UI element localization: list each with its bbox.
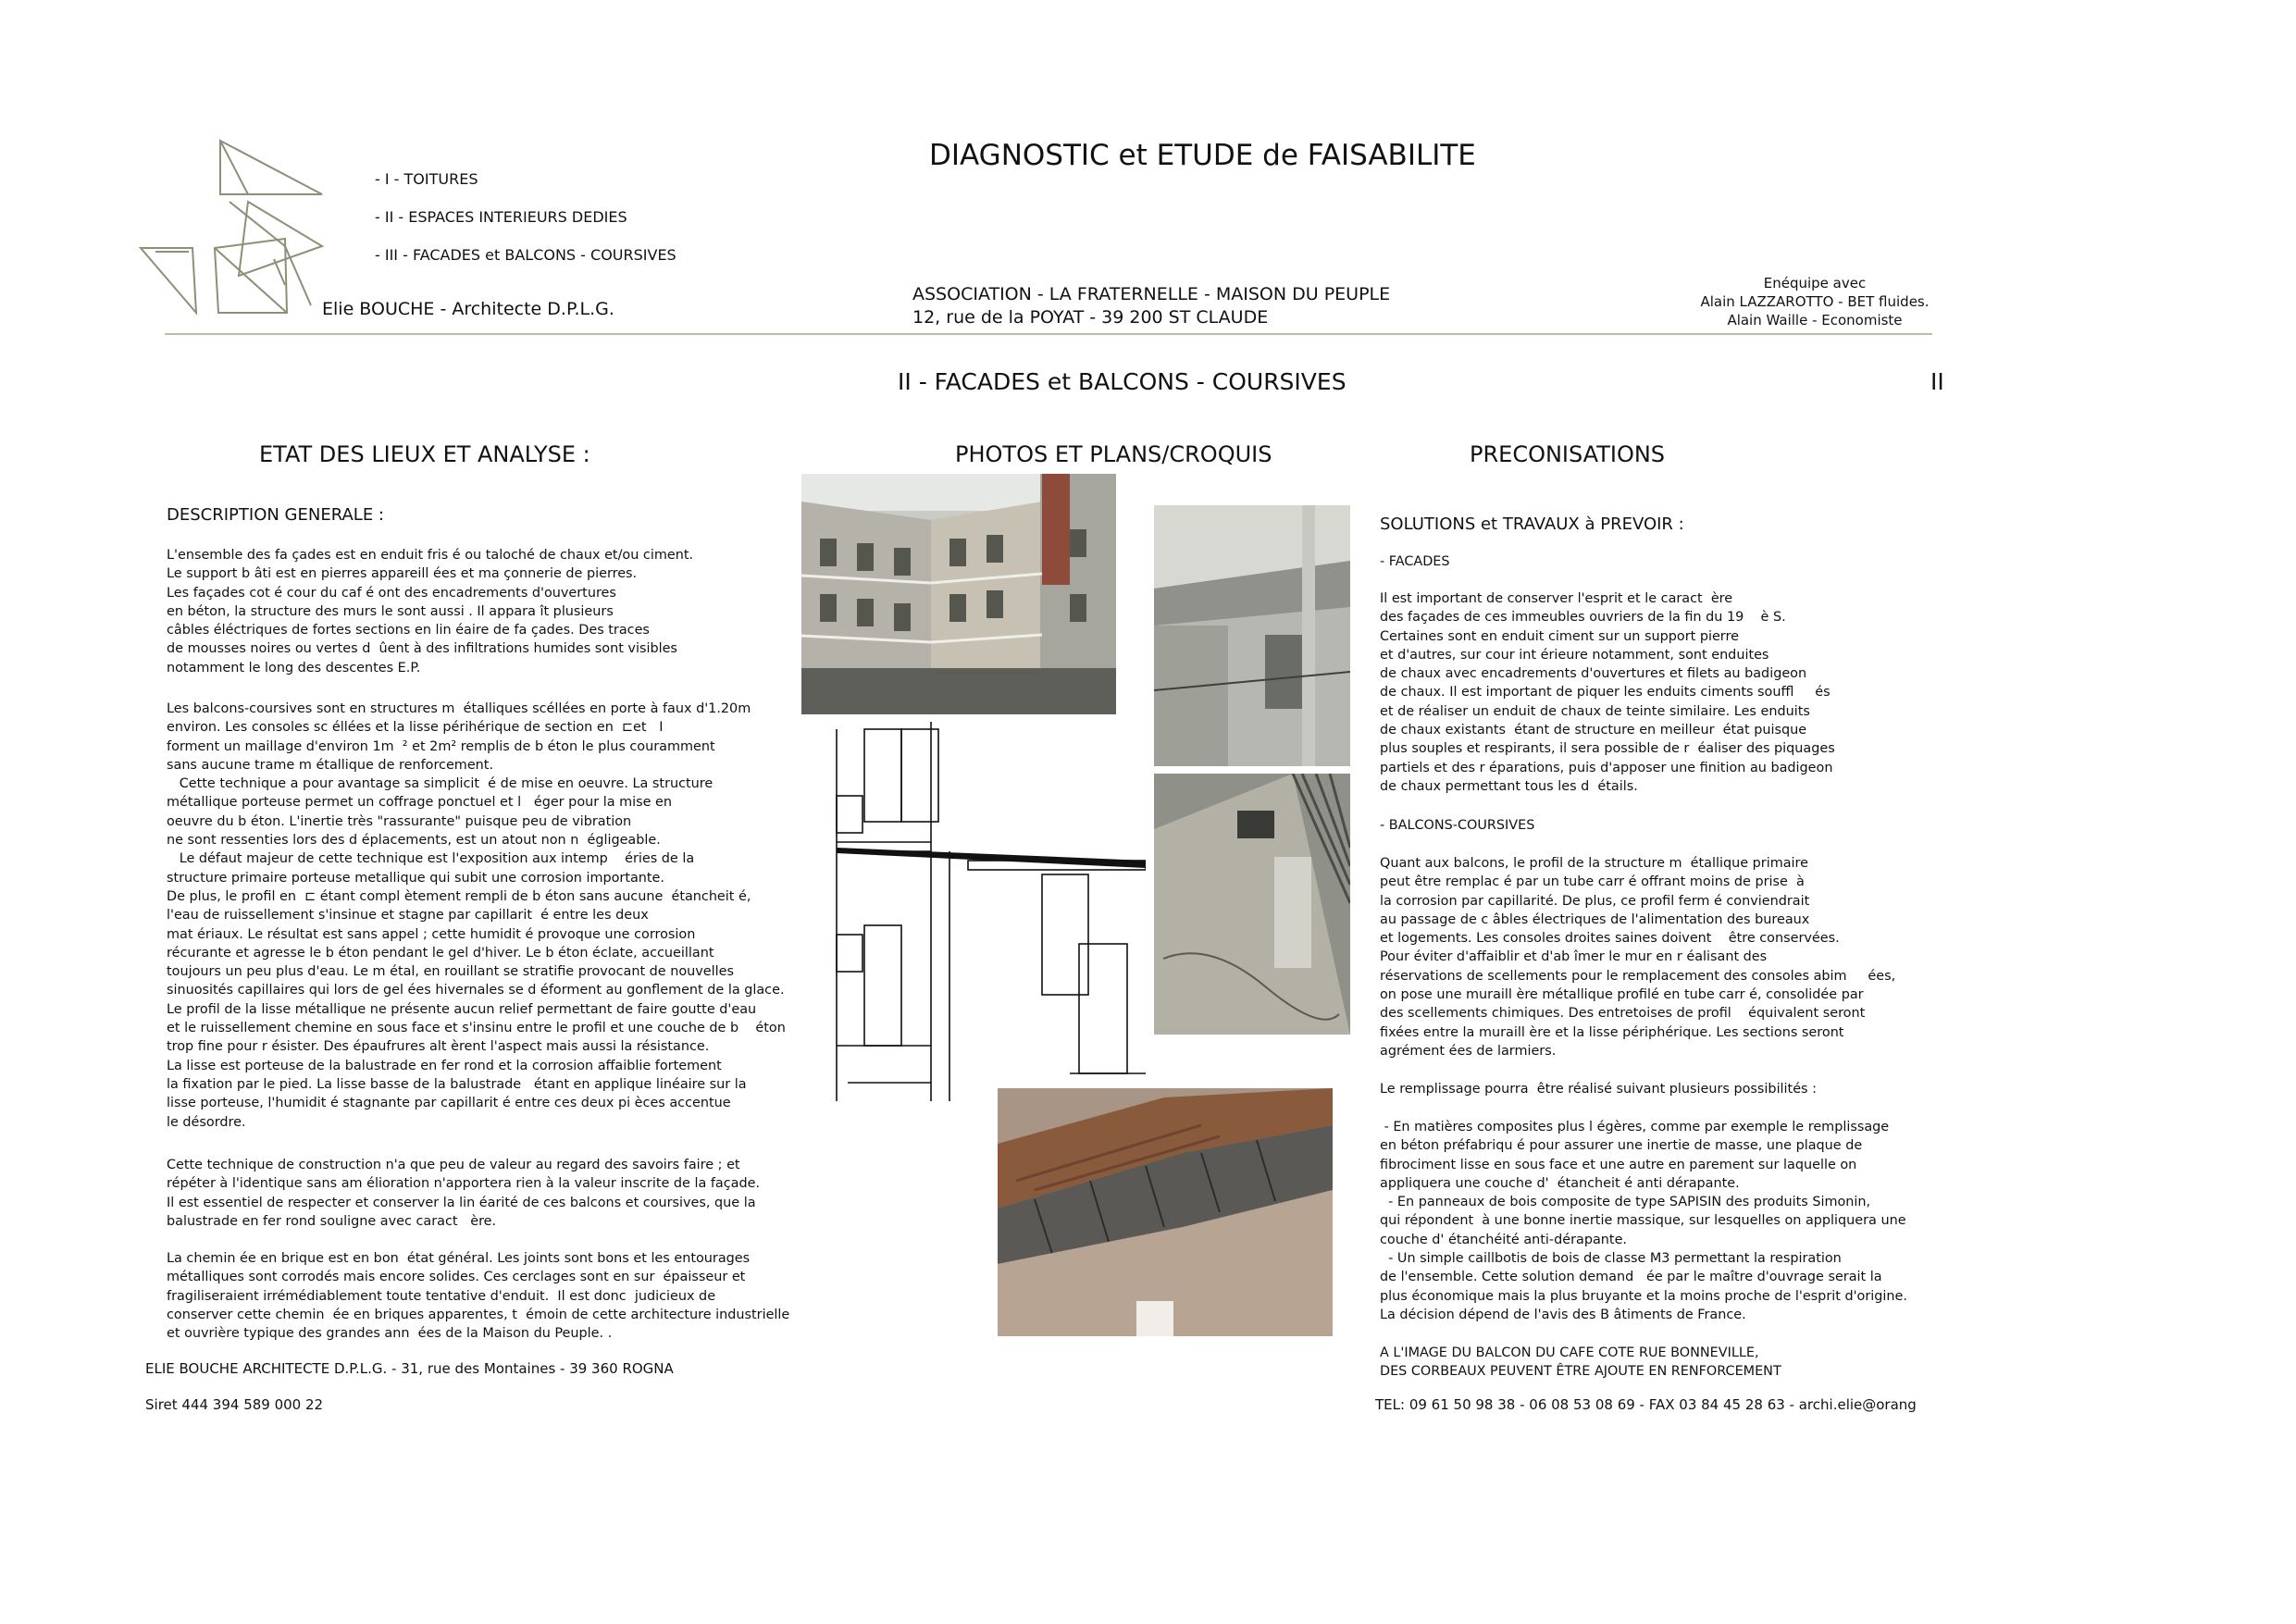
footer-address: ELIE BOUCHE ARCHITECTE D.P.L.G. - 31, rue des Montaines - 39 360 ROGNA — [145, 1360, 674, 1377]
remplissage-options: - En matières composites plus l égères, comme par exemple le remplissage en béton préfabriqu é pour assurer une inertie de masse, une plaque de fibrociment lisse en sous face et une autre en parement sur laquelle on appliquera une couche d' étancheit é anti dérapante. - En panneaux de bois composite de type SAPISIN des produits Simonin, qui répondent à une bonne inertie massique, sur lesquelles on appliquera une couche d' étanchéité anti-dérapante. - Un simple caillbotis de bois de classe M3 permettant la respiration de l'ensemble. Cette solution demand ée par le maître d'ouvrage serait la plus économique mais la plus bruyante et la moins proche de l'esprit d'origine. La décision dépend de l'avis des B âtiments de France. — [1380, 1120, 1907, 1322]
chimney-paragraph: La chemin ée en brique est en bon état général. Les joints sont bons et les entourages métalliques sont corrodés mais encore solides. Ces cerclages sont en sur épaisseur et fragiliseraient irrémédiablement toute tentative d'enduit. Il est donc judicieux de conserver cette chemin ée en briques apparentes, t émoin de cette architecture industrielle et ouvrière typique des grandes ann ées de la Maison du Peuple. . — [167, 1251, 790, 1342]
column-heading-preconisations: PRECONISATIONS — [1470, 441, 1666, 467]
section-number: II — [1930, 368, 1944, 395]
page-title: DIAGNOSTIC et ETUDE de FAISABILITE — [929, 139, 1476, 172]
balcons-paragraph: Quant aux balcons, le profil de la structure m étallique primaire peut être remplac é par un tube carr é offrant moins de prise à la corrosion par capillarité. De plus, ce profil ferm é conviendrait au passage de c âbles électriques de l'alimentation des bureaux et logements. Les consoles droites saines doivent être conservées. Pour éviter d'affaiblir et d'ab îmer le mur en r éalisant des réservations de scellements pour le remplacement des consoles abim ées, on pose une muraill ère métallique profilé en tube carr é, consolidée par des scellements chimiques. Des entretoises de profil équivalent seront fixées entre la muraill ère et la lisse périphérique. Les sections seront agrément ées de larmiers. — [1380, 856, 1896, 1059]
description-paragraph: L'ensemble des fa çades est en enduit fris é ou taloché de chaux et/ou ciment. Le support b âti est en pierres appareill ées et ma çonnerie de pierres. Les façades cot é cour du caf é ont des encadrements d'ouvertures en béton, la structure des murs le sont aussi . Il appara ît plusieurs câbles éléctriques de fortes sections en lin éaire de fa çades. Des traces de mousses noires ou vertes d ûent à des infiltrations humides sont visibles notamment le long des descentes E.P. — [167, 548, 694, 676]
footer-siret: Siret 444 394 589 000 22 — [145, 1396, 324, 1413]
corbeaux-note: A L'IMAGE DU BALCON DU CAFE COTE RUE BONNEVILLE, DES CORBEAUX PEUVENT ÊTRE AJOUTE EN RENFORCEMENT — [1380, 1345, 1781, 1380]
technique-paragraph: Cette technique de construction n'a que peu de valeur au regard des savoirs faire ; et répéter à l'identique sans am élioration n'apportera rien à la valeur inscrite de la façade. Il est essentiel de respecter et conserver la lin éarité de ces balcons et coursives, que la balustrade en fer rond souligne avec caract ère. — [167, 1158, 761, 1229]
footer-contact[interactable]: TEL: 09 61 50 98 38 - 06 08 53 08 69 - FAX 03 84 45 28 63 - archi.elie@orang — [1375, 1396, 1917, 1413]
facades-subheading: - FACADES — [1380, 554, 1450, 569]
remplissage-intro: Le remplissage pourra être réalisé suivant plusieurs possibilités : — [1380, 1082, 1817, 1097]
team-block — [1692, 274, 1938, 329]
roof-balcony-photo — [998, 1088, 1333, 1336]
team-line: Enéquipe avec — [1763, 275, 1867, 291]
section-title: II - FACADES et BALCONS - COURSIVES — [898, 368, 1347, 395]
description-heading: DESCRIPTION GENERALE : — [167, 505, 384, 525]
courtyard-photo — [801, 474, 1116, 714]
nav-item-toitures[interactable]: - I - TOITURES — [375, 170, 478, 188]
facades-paragraph: Il est important de conserver l'esprit et le caract ère des façades de ces immeubles ouvriers de la fin du 19 è S. Certaines sont en enduit ciment sur un support pierre et d'autres, sur cour int érieure notamment, sont enduites de chaux avec encadrements d'ouvertures et filets au badigeon de chaux. Il est important de piquer les enduits ciments souffl és et de réaliser un enduit de chaux de teinte similaire. Les enduits de chaux existants étant de structure en meilleur état puisque plus souples et respirants, il sera possible de r éaliser des piquages partiels et des r éparations, puis d'apposer une finition au badigeon de chaux permettant tous les d étails. — [1380, 591, 1835, 794]
nav-item-facades-balcons[interactable]: - III - FACADES et BALCONS - COURSIVES — [375, 246, 676, 264]
header-divider — [165, 333, 1932, 335]
section-sketch — [829, 722, 1146, 1101]
solutions-heading: SOLUTIONS et TRAVAUX à PREVOIR : — [1380, 514, 1684, 534]
architect-logo — [137, 137, 331, 322]
balcony-underside-photo — [1154, 505, 1350, 766]
team-line: Alain Waille - Economiste — [1727, 312, 1903, 329]
logo-drawing — [137, 137, 331, 322]
client-name: ASSOCIATION - LA FRATERNELLE - MAISON DU PEUPLE — [912, 284, 1391, 304]
column-heading-photos: PHOTOS ET PLANS/CROQUIS — [955, 441, 1272, 467]
nav-item-espaces-interieurs[interactable]: - II - ESPACES INTERIEURS DEDIES — [375, 208, 627, 226]
balcons-subheading: - BALCONS-COURSIVES — [1380, 818, 1535, 833]
architect-name: Elie BOUCHE - Architecte D.P.L.G. — [322, 299, 614, 319]
balcony-floor-photo — [1154, 774, 1350, 1035]
balconies-paragraph: Les balcons-coursives sont en structures m étalliques scéllées en porte à faux d'1.20m environ. Les consoles sc éllées et la lisse périhérique de section en ⊏et I forment un maillage d'environ 1m ² et 2m² remplis de b éton le plus couramment sans aucune trame m étallique de renforcement. Cette technique a pour avantage sa simplicit é de mise en oeuvre. La structure métallique porteuse permet un coffrage ponctuel et l éger pour la mise en oeuvre du b éton. L'inertie très "rassurante" puisque peu de vibration ne sont ressenties lors des d éplacements, est un atout non n égligeable. Le défaut majeur de cette technique est l'exposition aux intemp éries de la structure primaire porteuse metallique qui subit une corrosion importante. De plus, le profil en ⊏ étant compl ètement rempli de b éton sans aucune étancheit é, l'eau de ruissellement s'insinue et stagne par capillarit é entre les deux mat ériaux. Le résultat est sans appel ; cette humidit é provoque une corrosion récurante et agresse le b éton pendant le gel d'hiver. Le b éton éclate, accueillant toujours un peu plus d'eau. Le m étal, en rouillant se stratifie provocant de nouvelles sinuosités capillaires qui lors de gel ées hivernales se d éforment au gonflement de la glace. Le profil de la lisse métallique ne présente aucun relief permettant de faire goutte d'eau et le ruissellement chemine en sous face et s'insinu entre le profil et une couche de b éton trop fine pour r ésister. Des épaufrures alt èrent l'aspect mais aussi la résistance. La lisse est porteuse de la balustrade en fer rond et la corrosion affaiblie fortement la fixation par le pied. La lisse basse de la balustrade étant en applique linéaire sur la lisse porteuse, l'humidit é stagnante par capillarit é entre ces deux pi èces accentue le désordre. — [167, 701, 786, 1130]
column-heading-analysis: ETAT DES LIEUX ET ANALYSE : — [259, 441, 590, 467]
client-address: 12, rue de la POYAT - 39 200 ST CLAUDE — [912, 307, 1269, 328]
team-line: Alain LAZZAROTTO - BET fluides. — [1700, 293, 1930, 310]
